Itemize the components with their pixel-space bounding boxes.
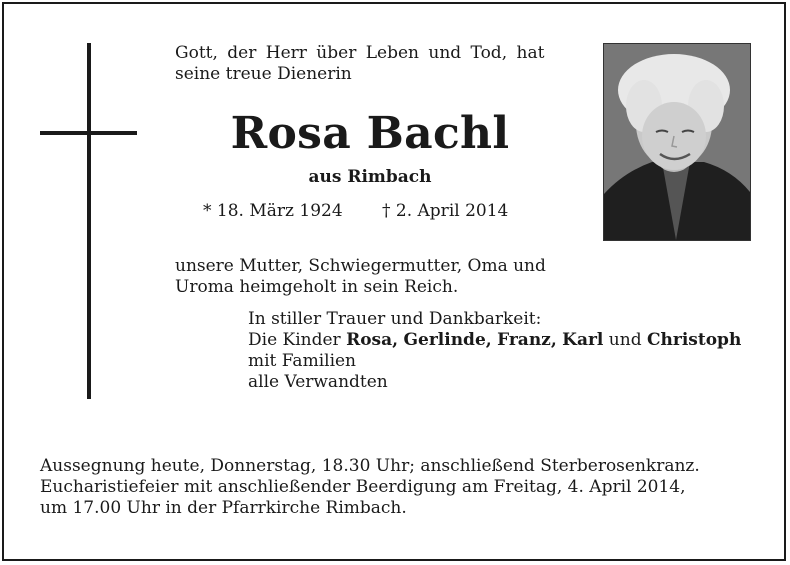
child-name: Gerlinde, [403, 330, 492, 350]
birth-date: * 18. März 1924 [203, 201, 343, 221]
service-notice [40, 456, 750, 519]
portrait-image [604, 44, 750, 240]
relatives-line: alle Verwandten [248, 372, 388, 392]
intro-line: Gott, der Herr über Leben und Tod, hat [175, 43, 545, 63]
message-line: unsere Mutter, Schwiegermutter, Oma und [175, 256, 546, 276]
children-prefix: Die Kinder [248, 330, 341, 350]
families-line: mit Familien [248, 351, 357, 371]
child-name: Christoph [646, 330, 742, 350]
deceased-name: Rosa Bachl [230, 108, 510, 159]
message-text [175, 256, 546, 298]
mourners-heading: In stiller Trauer und Dankbarkeit: [248, 309, 542, 329]
intro-text [175, 43, 544, 85]
child-name: Rosa, [346, 330, 399, 350]
cross-icon [87, 43, 91, 399]
child-name: Franz, [497, 330, 557, 350]
notice-line: Aussegnung heute, Donnerstag, 18.30 Uhr; anschließend Sterberosenkranz. [40, 456, 700, 476]
origin-text: aus Rimbach [308, 167, 432, 187]
cross-icon-bar [40, 131, 137, 135]
and-word: und [608, 330, 642, 350]
portrait-photo [603, 43, 751, 241]
intro-line: seine treue Dienerin [175, 64, 352, 84]
mourners-block [248, 309, 741, 393]
children-line [248, 330, 741, 351]
notice-line: Eucharistiefeier mit anschließender Beerdigung am Freitag, 4. April 2014, [40, 477, 686, 497]
message-line: Uroma heimgeholt in sein Reich. [175, 277, 459, 297]
child-name: Karl [562, 330, 604, 350]
death-date: † 2. April 2014 [382, 201, 509, 221]
notice-line: um 17.00 Uhr in der Pfarrkirche Rimbach. [40, 498, 407, 518]
